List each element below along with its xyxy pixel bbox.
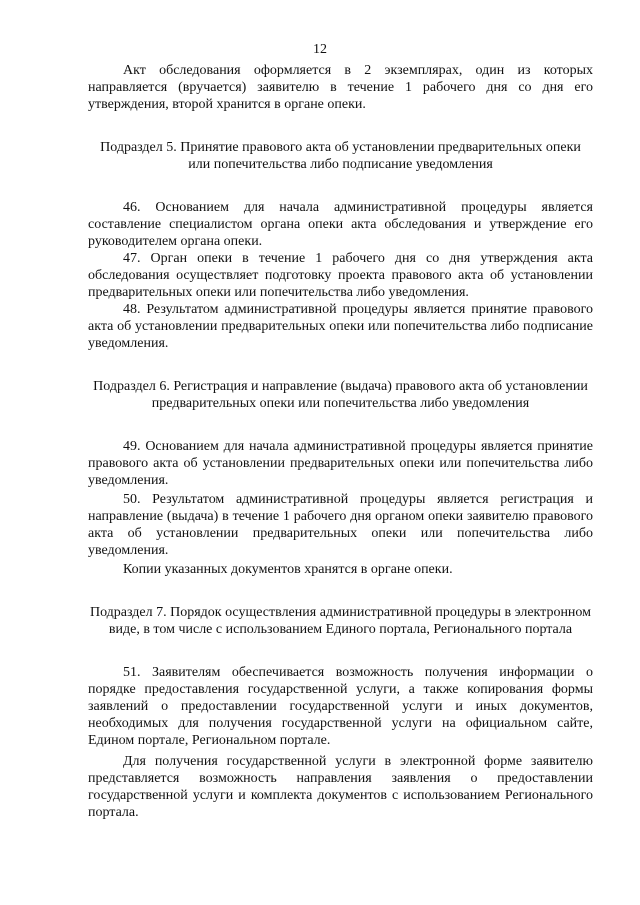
paragraph-act-inspection: Акт обследования оформляется в 2 экземплярах, один из которых направляется (вручается) заявителю в течение 1 рабочего дня со дня его утверждения, второй хранится в органе опеки. [88,63,593,112]
subsection-6-heading: Подраздел 6. Регистрация и направление (выдача) правового акта об установлении предварительных опеки или попечительства либо уведомления [93,379,588,411]
page-number: 12 [313,42,327,57]
spacer [88,578,593,604]
paragraph-47: 47. Орган опеки в течение 1 рабочего дня со дня утверждения акта обследования осуществляет подготовку проекта правового акта об установлении предварительных опеки или попечительства либо уведомления. [88,251,593,300]
paragraph-electronic-form: Для получения государственной услуги в электронной форме заявителю представляется возможность направления заявления о предоставлении государственной услуги и комплекта документов с использованием Регионального портала. [88,754,593,820]
paragraph-46: 46. Основанием для начала административной процедуры является составление специалистом органа опеки акта обследования и утверждение его руководителем органа опеки. [88,200,593,249]
paragraph-48: 48. Результатом административной процедуры является принятие правового акта об установлении предварительных опеки или попечительства либо подписание уведомления. [88,302,593,351]
paragraph-49: 49. Основанием для начала административной процедуры является принятие правового акта об установлении предварительных опеки или попечительства либо уведомления. [88,439,593,488]
spacer [88,173,593,199]
spacer [88,638,593,664]
document-body [88,62,593,821]
paragraph-51: 51. Заявителям обеспечивается возможность получения информации о порядке предоставления государственной услуги, а также копирования формы заявлений о предоставлении государственной услуги и иных документов, необходимых для получения государственной услуги на официальном сайте, Едином портале, Региональном портале. [88,665,593,748]
spacer [88,352,593,378]
paragraph-copies: Копии указанных документов хранятся в органе опеки. [123,562,453,577]
subsection-7-heading: Подраздел 7. Порядок осуществления административной процедуры в электронном виде, в том числе с использованием Единого портала, Регионального портала [89,605,592,637]
paragraph-50: 50. Результатом административной процедуры является регистрация и направление (выдача) в течение 1 рабочего дня органом опеки заявителю правового акта об установлении предварительных опеки или попечительства либо уведомления. [88,492,593,558]
subsection-5-heading: Подраздел 5. Принятие правового акта об установлении предварительных опеки или попечительства либо подписание уведомления [100,140,581,172]
spacer [88,113,593,139]
spacer [88,412,593,438]
